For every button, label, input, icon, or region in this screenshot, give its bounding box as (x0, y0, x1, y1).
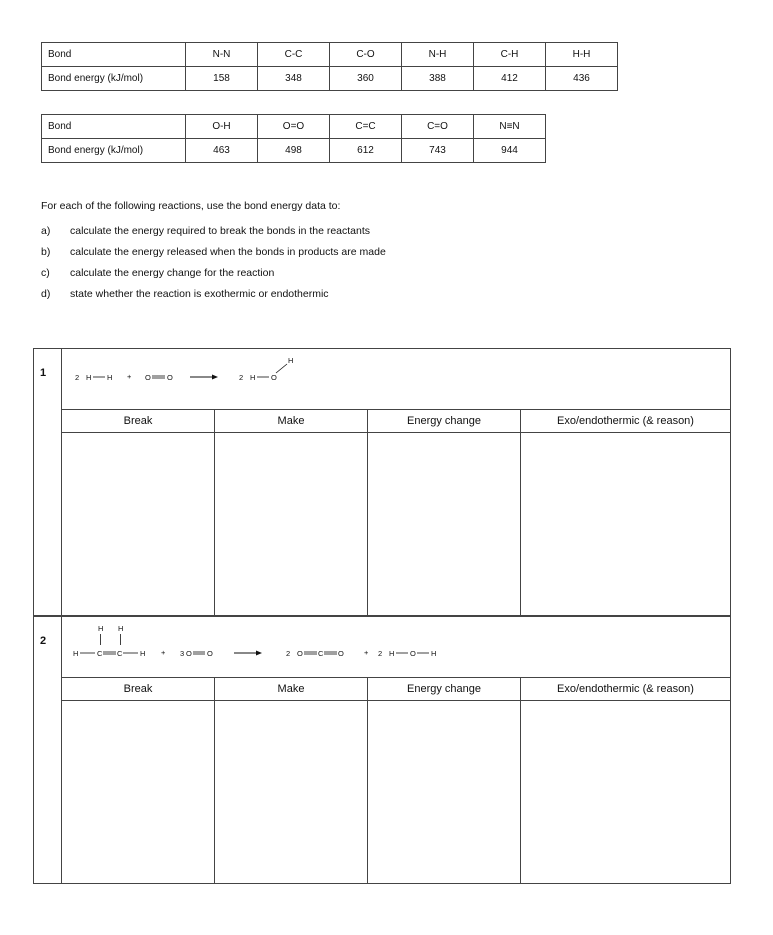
col-make: Make (215, 410, 368, 432)
energy-cell: 743 (402, 139, 474, 163)
col-exo-endo: Exo/endothermic (& reason) (557, 415, 694, 427)
row-label-bond: Bond (42, 43, 186, 67)
row-label-energy: Bond energy (kJ/mol) (42, 67, 186, 91)
reaction-arrowhead (212, 375, 218, 380)
bond-energy-table-1 (41, 42, 618, 91)
atom-h: H (73, 649, 79, 658)
bond-energy-table-2 (41, 114, 546, 163)
plus-sign: + (127, 372, 132, 381)
energy-cell: 944 (474, 139, 546, 163)
energy-change-answer-cell[interactable] (368, 699, 521, 883)
atom-o: O (271, 373, 277, 382)
atom-h: H (118, 624, 124, 633)
instruction-letter: a) (41, 225, 51, 237)
instruction-item (41, 288, 386, 309)
energy-cell: 463 (186, 139, 258, 163)
bond-cell: N-N (186, 43, 258, 67)
row-label-energy: Bond energy (kJ/mol) (42, 139, 186, 163)
atom-h: H (86, 373, 92, 382)
plus-sign: + (364, 648, 369, 657)
answer-grid-header (62, 677, 730, 701)
answer-cells (62, 431, 730, 615)
atom-o: O (207, 649, 213, 658)
question-number: 1 (34, 349, 62, 615)
bond-cell: N-H (402, 43, 474, 67)
single-bond (276, 364, 287, 373)
coefficient: 2 (75, 373, 80, 382)
instruction-letter: b) (41, 246, 51, 258)
energy-cell: 498 (258, 139, 330, 163)
bond-cell: C-O (330, 43, 402, 67)
energy-cell: 612 (330, 139, 402, 163)
reaction-arrowhead (256, 651, 262, 656)
row-label-bond: Bond (42, 115, 186, 139)
break-answer-cell[interactable] (62, 431, 215, 615)
energy-cell: 348 (258, 67, 330, 91)
energy-cell: 436 (546, 67, 618, 91)
atom-h: H (250, 373, 256, 382)
bond-row (42, 115, 546, 139)
question-number: 2 (34, 617, 62, 883)
atom-h: H (98, 624, 104, 633)
atom-h: H (431, 649, 437, 658)
equation-2-structures (62, 617, 462, 677)
answer-grid-header (62, 409, 730, 433)
atom-o: O (145, 373, 151, 382)
bond-cell: O-H (186, 115, 258, 139)
col-exo-endo: Exo/endothermic (& reason) (557, 683, 694, 695)
instruction-item (41, 267, 386, 288)
coefficient: 2 (378, 649, 383, 658)
instructions-list (41, 225, 386, 309)
col-make: Make (215, 678, 368, 700)
make-answer-cell[interactable] (215, 431, 368, 615)
plus-sign: + (161, 648, 166, 657)
bond-cell: C-C (258, 43, 330, 67)
equation-1-structures (62, 349, 362, 409)
make-answer-cell[interactable] (215, 699, 368, 883)
atom-o: O (186, 649, 192, 658)
atom-h: H (288, 356, 294, 365)
coefficient: 3 (180, 649, 185, 658)
atom-o: O (410, 649, 416, 658)
answer-cells (62, 699, 730, 883)
bond-cell: C-H (474, 43, 546, 67)
question-1-box (33, 348, 731, 616)
col-break: Break (62, 678, 215, 700)
bond-cell: N≡N (474, 115, 546, 139)
answer-grid-2 (62, 677, 730, 883)
atom-c: C (318, 649, 324, 658)
equation-1 (62, 349, 730, 409)
atom-o: O (297, 649, 303, 658)
bond-row (42, 43, 618, 67)
energy-cell: 158 (186, 67, 258, 91)
bond-cell: H-H (546, 43, 618, 67)
energy-cell: 388 (402, 67, 474, 91)
instruction-text: calculate the energy released when the bonds in products are made (70, 246, 386, 258)
instruction-letter: d) (41, 288, 51, 300)
bond-cell: O=O (258, 115, 330, 139)
col-energy-change: Energy change (368, 678, 521, 700)
instruction-text: calculate the energy required to break the bonds in the reactants (70, 225, 371, 237)
atom-o: O (167, 373, 173, 382)
col-energy-change: Energy change (368, 410, 521, 432)
exo-endo-answer-cell[interactable] (521, 699, 730, 883)
instruction-item (41, 225, 386, 246)
instruction-text: state whether the reaction is exothermic or endothermic (70, 288, 329, 300)
exo-endo-answer-cell[interactable] (521, 431, 730, 615)
energy-row (42, 67, 618, 91)
instruction-item (41, 246, 386, 267)
instruction-letter: c) (41, 267, 50, 279)
atom-c: C (97, 649, 103, 658)
energy-cell: 360 (330, 67, 402, 91)
bond-cell: C=C (330, 115, 402, 139)
atom-h: H (389, 649, 395, 658)
atom-c: C (117, 649, 123, 658)
question-2-box (33, 616, 731, 884)
instructions-intro: For each of the following reactions, use the bond energy data to: (41, 200, 341, 212)
coefficient: 2 (286, 649, 291, 658)
coefficient: 2 (239, 373, 244, 382)
energy-cell: 412 (474, 67, 546, 91)
col-break: Break (62, 410, 215, 432)
energy-change-answer-cell[interactable] (368, 431, 521, 615)
energy-row (42, 139, 546, 163)
atom-o: O (338, 649, 344, 658)
equation-2 (62, 617, 730, 677)
answer-grid-1 (62, 409, 730, 615)
atom-h: H (107, 373, 113, 382)
bond-cell: C=O (402, 115, 474, 139)
break-answer-cell[interactable] (62, 699, 215, 883)
atom-h: H (140, 649, 146, 658)
instruction-text: calculate the energy change for the reaction (70, 267, 275, 279)
